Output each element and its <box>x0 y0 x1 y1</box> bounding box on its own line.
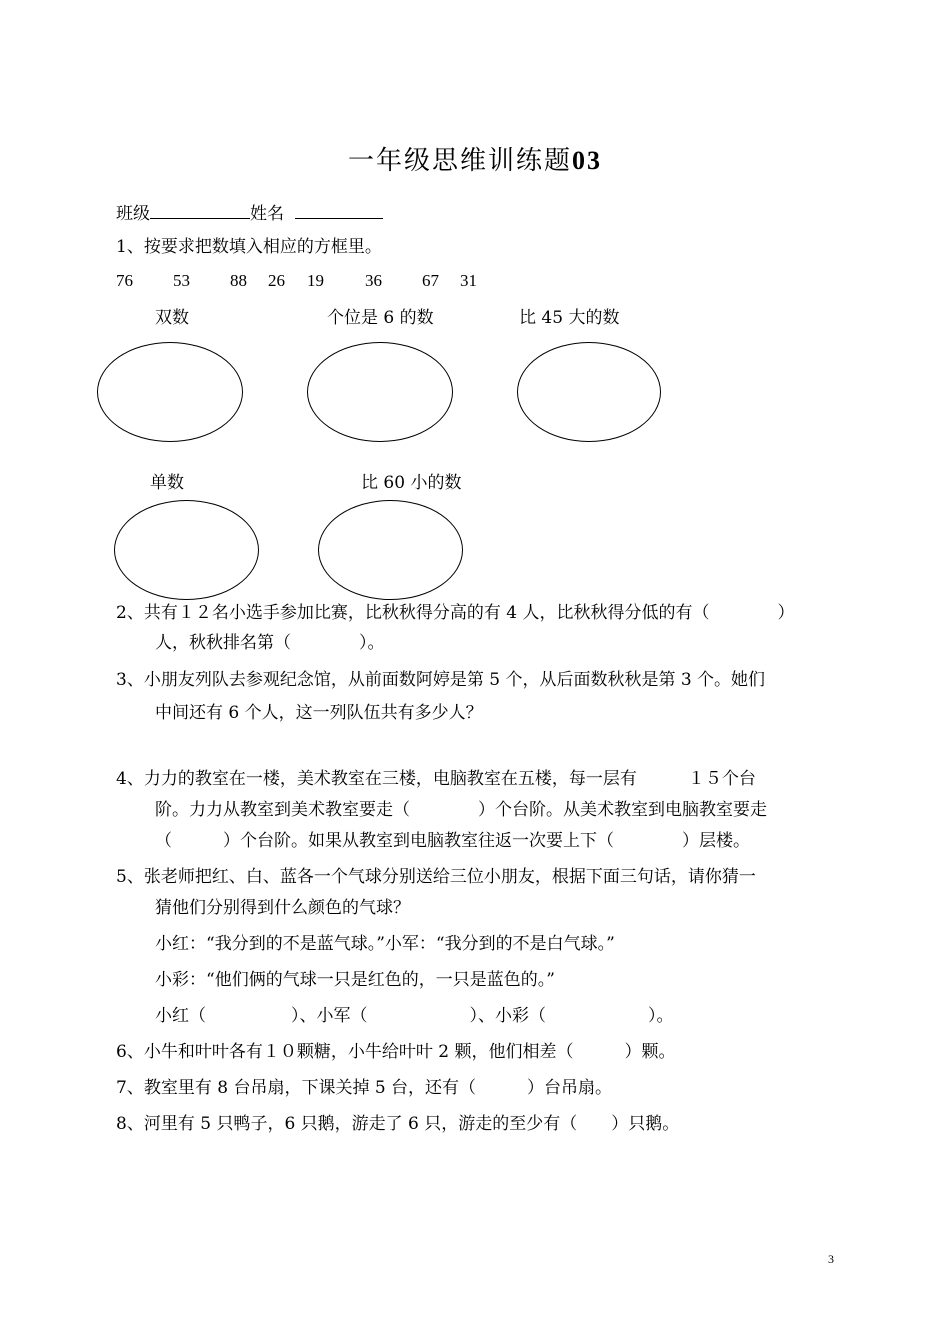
answer-oval-even[interactable] <box>97 342 243 442</box>
number-item: 53 <box>173 271 190 290</box>
number-item: 88 <box>230 271 247 290</box>
q6-text: 6、小牛和叶叶各有１０颗糖，小牛给叶叶 2 颗，他们相差（ ）颗。 <box>116 1042 676 1062</box>
q5-line1: 5、张老师把红、白、蓝各一个气球分别送给三位小朋友，根据下面三句话，请你猜一 <box>116 867 756 887</box>
name-blank[interactable] <box>295 200 383 219</box>
answer-oval-greater-45[interactable] <box>517 342 661 442</box>
number-item: 36 <box>365 271 382 290</box>
q5-line2: 猜他们分别得到什么颜色的气球？ <box>155 898 410 918</box>
q5-line3: 小红：“我分到的不是蓝气球。”小军：“我分到的不是白气球。” <box>155 934 615 954</box>
q5-line4: 小彩：“他们俩的气球一只是红色的，一只是蓝色的。” <box>155 970 555 990</box>
category-label-less-60: 比 60 小的数 <box>361 473 462 493</box>
q4-line1: 4、力力的教室在一楼，美术教室在三楼，电脑教室在五楼，每一层有 １５个台 <box>116 769 756 789</box>
student-info <box>116 200 383 225</box>
q5-line5: 小红（ ）、小军（ ）、小彩（ ）。 <box>155 1006 674 1026</box>
class-label: 班级 <box>116 204 150 224</box>
number-item: 76 <box>116 271 133 290</box>
q3-line1: 3、小朋友列队去参观纪念馆，从前面数阿婷是第 5 个，从后面数秋秋是第 3 个。她们 <box>116 670 766 690</box>
answer-oval-ones-six[interactable] <box>307 342 453 442</box>
page-title <box>0 140 950 177</box>
number-item: 26 <box>268 271 285 290</box>
q4-line3: （ ）个台阶。如果从教室到电脑教室往返一次要上下（ ）层楼。 <box>155 831 750 851</box>
q3-line2: 中间还有 6 个人，这一列队伍共有多少人？ <box>155 703 483 723</box>
q2-line1: 2、共有１２名小选手参加比赛，比秋秋得分高的有 4 人，比秋秋得分低的有（ ） <box>116 603 795 623</box>
page-number: 3 <box>828 1252 834 1266</box>
number-item: 31 <box>460 271 477 290</box>
answer-oval-less-60[interactable] <box>318 500 463 600</box>
title-number: 03 <box>572 146 602 175</box>
q1-prompt: 1、按要求把数填入相应的方框里。 <box>116 237 382 257</box>
category-label-ones-six: 个位是 6 的数 <box>327 308 434 328</box>
name-label: 姓名 <box>250 204 284 224</box>
category-label-odd: 单数 <box>150 473 184 493</box>
title-text: 一年级思维训练题 <box>347 146 572 176</box>
q8-text: 8、河里有 5 只鸭子，6 只鹅，游走了 6 只，游走的至少有（ ）只鹅。 <box>116 1114 680 1134</box>
number-item: 67 <box>422 271 439 290</box>
q2-line2: 人，秋秋排名第（ ）。 <box>155 633 385 653</box>
category-label-even: 双数 <box>155 308 189 328</box>
q4-line2: 阶。力力从教室到美术教室要走（ ）个台阶。从美术教室到电脑教室要走 <box>155 800 767 820</box>
answer-oval-odd[interactable] <box>114 500 259 600</box>
class-blank[interactable] <box>150 200 250 219</box>
category-label-greater-45: 比 45 大的数 <box>519 308 620 328</box>
number-item: 19 <box>307 271 324 290</box>
q7-text: 7、教室里有 8 台吊扇，下课关掉 5 台，还有（ ）台吊扇。 <box>116 1078 613 1098</box>
